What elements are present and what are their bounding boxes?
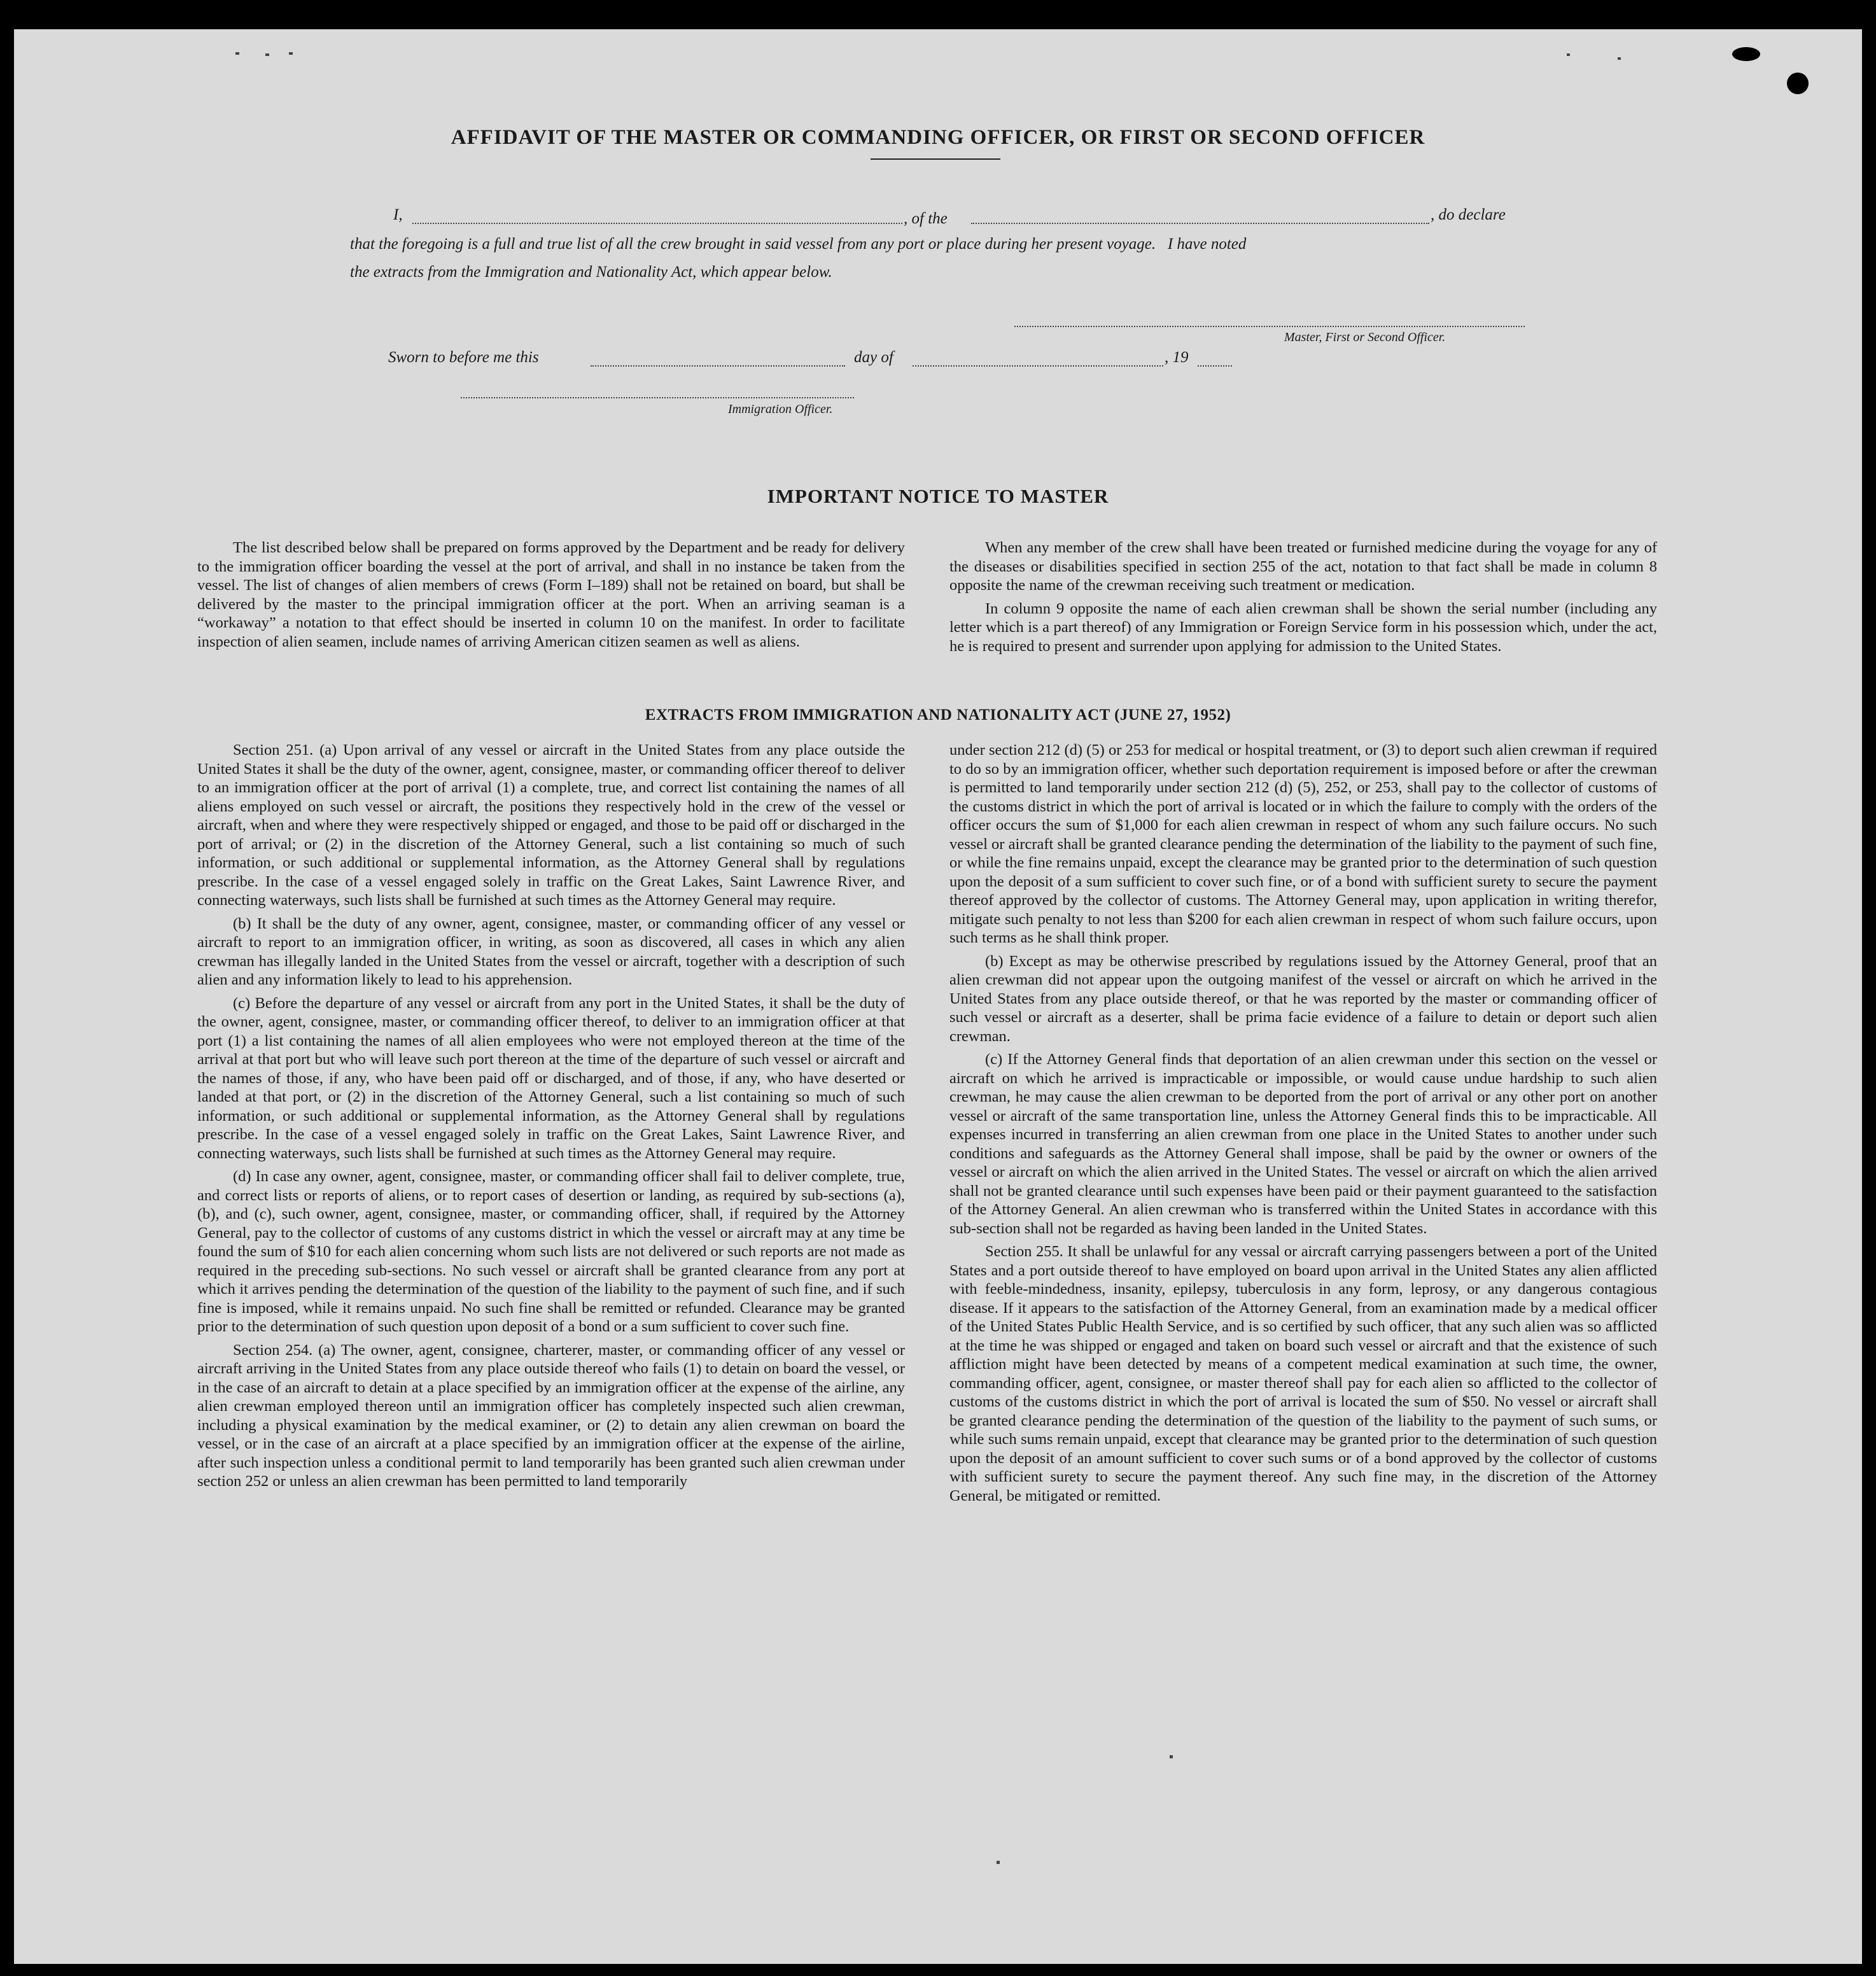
speck — [1170, 1755, 1173, 1758]
statute-paragraph: under section 212 (d) (5) or 253 for medical or hospital treatment, or (3) to deport such alien crewman if required to do so by an immigration officer, whether such deportation requirement is imposed before or after the crewman is permitted to land temporarily under section 212 (d) (5), 252, or 253, shall pay to the collector of customs of the customs district in which the port of arrival is located or in which the failure to comply with the orders of the officer occurs the sum of $1,000 for each alien crewman in respect of whom any such failure occurs. No such vessel or aircraft shall be granted clearance pending the determination of the liability to the payment of such fine, or while the fine remains unpaid, except the clearance may be granted prior to the determination of such question upon the deposit of a sum sufficient to cover such fine, or of a bond with sufficient surety to secure the payment thereof approved by the collector of customs. The Attorney General may, upon application in writing therefor, mitigate such penalty to not less than $200 for each alien crewman in respect of whom such failure occurs, upon such terms as he shall think proper. — [949, 741, 1657, 946]
declaration-line: the extracts from the Immigration and Nationality Act, which appear below. — [350, 263, 832, 281]
notice-right-column — [949, 538, 1657, 660]
declarant-label: I, — [393, 206, 403, 223]
sworn-label: Sworn to before me this — [388, 349, 539, 366]
statute-paragraph: (d) In case any owner, agent, consignee, master, or commanding officer shall fail to deliver complete, true, and correct lists or reports of aliens, or to report cases of desertion or landing, as required by sub-sections (a), (b), and (c), such owner, agent, consignee, master, or commanding officer, shall, if required by the Attorney General, pay to the collector of customs of any customs district in which the vessel or aircraft may at any time be found the sum of $10 for each alien concerning whom such lists are not delivered or such reports are not made as required in the preceding sub-sections. No such vessel or aircraft shall be granted clearance from any port at which it arrives pending the determination of the question of the liability to the payment of such fine, and if such fine is imposed, while it remains unpaid. No such fine shall be remitted or refunded. Clearance may be granted prior to the determination of such question upon deposit of a bond or a sum sufficient to cover such fine. — [197, 1168, 905, 1335]
statute-paragraph: Section 251. (a) Upon arrival of any vessel or aircraft in the United States from any place outside the United States it shall be the duty of the owner, agent, consignee, master, or commanding officer thereof to deliver to an immigration officer at the port of arrival (1) a complete, true, and correct list containing the names of all aliens employed on such vessel or aircraft, the positions they respectively hold in the crew of the vessel or aircraft, when and where they were respectively shipped or engaged, and those to be paid off or discharged in the port of arrival; or (2) in the discretion of the Attorney General, such a list containing so much of such information, or such additional or supplemental information, as the Attorney General shall by regulations prescribe. In the case of a vessel engaged solely in traffic on the Great Lakes, Saint Lawrence River, and connecting waterways, such lists shall be furnished at such times as the Attorney General may require. — [197, 741, 905, 909]
declaration-line: that the foregoing is a full and true list of all the crew brought in said vessel from any port or place during her present voyage. I have noted — [350, 235, 1247, 253]
master-signature-field[interactable] — [1014, 326, 1525, 327]
extracts-right-column — [949, 741, 1657, 1510]
affidavit-title: AFFIDAVIT OF THE MASTER OR COMMANDING OFFICER, OR FIRST OR SECOND OFFICER — [451, 126, 1425, 149]
speck — [235, 52, 239, 55]
vessel-name-field[interactable] — [971, 223, 1429, 224]
sworn-month-field[interactable] — [913, 365, 1163, 367]
statute-paragraph: Section 254. (a) The owner, agent, consignee, charterer, master, or commanding officer of any vessel or aircraft arriving in the United States from any place outside thereof who fails (1) to detain on board the vessel, or in the case of an aircraft to detain at a place specified by an immigration officer at the expense of the airline, any alien crewman employed thereon until an immigration officer has completely inspected such alien crewman, including a physical examination by the medical examiner, or (2) to detain any alien crewman on board the vessel, or in the case of an aircraft at a place specified by an immigration officer at the expense of the airline, after such inspection unless a conditional permit to land temporarily has been granted such alien crewman under section 252 or unless an alien crewman has been permitted to land temporarily — [197, 1341, 905, 1490]
notice-paragraph: In column 9 opposite the name of each alien crewman shall be shown the serial number (including any letter which is a part thereof) of any Immigration or Foreign Service form in his possession which, under the act, he is required to present and surrender upon applying for admission to the United States. — [949, 599, 1657, 655]
speck — [1618, 57, 1621, 60]
sworn-day-field[interactable] — [591, 365, 845, 367]
punch-hole — [1787, 73, 1809, 94]
document-page — [14, 29, 1862, 1964]
extracts-title: EXTRACTS FROM IMMIGRATION AND NATIONALITY ACT (JUNE 27, 1952) — [645, 706, 1231, 724]
year-label: , 19 — [1165, 349, 1189, 366]
officer-signature-field[interactable] — [461, 397, 854, 398]
statute-paragraph: (c) If the Attorney General finds that deportation of an alien crewman under this section on the vessel or aircraft on which he arrived is impracticable or impossible, or would cause undue hardship to such alien crewman, he may cause the alien crewman to be deported from the port of arrival or any other port on another vessel or aircraft of the same transportation line, unless the Attorney General finds this to be impracticable. All expenses incurred in transferring an alien crewman from one place in the United States to another under such conditions and safeguards as the Attorney General shall impose, shall be paid by the owner or owners of the vessel or aircraft on which the alien arrived in the United States. The vessel or aircraft on which the alien arrived shall not be granted clearance until such expenses have been paid or their payment guaranteed to the satisfaction of the Attorney General. An alien crewman who is transferred within the United States in accordance with this sub-section shall not be regarded as having been landed in the United States. — [949, 1051, 1657, 1237]
sworn-year-field[interactable] — [1198, 365, 1232, 367]
declarant-name-field[interactable] — [412, 223, 902, 224]
vessel-label: , of the — [904, 210, 948, 227]
notice-paragraph: The list described below shall be prepared on forms approved by the Department and be ready for delivery to the immigration officer boarding the vessel at the port of arrival, and shall in no instance be taken from the vessel. The list of changes of alien members of crews (Form I–189) shall not be retained on board, but shall be delivered by the master to the principal immigration officer at the port. When an arriving seaman is a “workaway” a notation to that effect should be inserted in column 10 on the manifest. In order to facilitate inspection of alien seamen, include names of arriving American citizen seamen as well as aliens. — [197, 539, 905, 650]
notice-title: IMPORTANT NOTICE TO MASTER — [767, 485, 1109, 507]
officer-signature-caption: Immigration Officer. — [728, 402, 833, 416]
statute-paragraph: Section 255. It shall be unlawful for any vessal or aircraft carrying passengers between a port of the United States and a port outside thereof to have employed on board upon arrival in the United States any alien afflicted with feeble-mindedness, insanity, epilepsy, tuberculosis in any form, leprosy, or any dangerous contagious disease. If it appears to the satisfaction of the Attorney General, from an examination made by a medical officer of the United States Public Health Service, and is so certified by such officer, that any such alien was so afflicted at the time he was shipped or engaged and taken on board such vessel or aircraft and that the existence of such affliction might have been detected by means of a competent medical examination at such time, the owner, commanding officer, agent, consignee, or master thereof shall pay for each alien so afflicted to the collector of customs of the customs district in which the port of arrival is located the sum of $50. No vessel or aircraft shall be granted clearance pending the determination of the question of the liability to the payment of such sums, or while such sums remain unpaid, except that clearance may be granted prior to the determination of such question upon the deposit of an amount sufficient to cover such sums or of a bond approved by the collector of customs with sufficient surety to secure the payment thereof. Any such fine may, in the discretion of the Attorney General, be mitigated or remitted. — [949, 1243, 1657, 1504]
master-signature-caption: Master, First or Second Officer. — [1284, 330, 1446, 344]
statute-paragraph: (c) Before the departure of any vessel or aircraft from any port in the United States, it shall be the duty of the owner, agent, consignee, master, or commanding officer thereof, to deliver to an immigration officer at that port (1) a list containing the names of all alien employees who were not employed thereon at the time of the arrival at that port but who will leave such port thereon at the time of the departure of such vessel or aircraft and the names of those, if any, who have been paid off or discharged, and of those, if any, who have deserted or landed at that port, or (2) in the discretion of the Attorney General, such a list containing so much of such information, or such additional or supplemental information, as the Attorney General shall by regulations prescribe. In the case of a vessel engaged solely in traffic on the Great Lakes, Saint Lawrence River, and connecting waterways, such lists shall be furnished at such times as the Attorney General may require. — [197, 994, 905, 1162]
speck — [997, 1861, 1000, 1864]
speck — [1567, 53, 1570, 56]
statute-paragraph: (b) It shall be the duty of any owner, agent, consignee, master, or commanding officer of any vessel or aircraft to report to an immigration officer, in writing, as soon as discovered, all cases in which any alien crewman has illegally landed in the United States from the vessel or aircraft, together with a description of such alien and any information likely to lead to his apprehension. — [197, 914, 905, 988]
title-rule — [871, 158, 1000, 160]
statute-paragraph: (b) Except as may be otherwise prescribed by regulations issued by the Attorney General, proof that an alien crewman did not appear upon the outgoing manifest of the vessel or aircraft on which he arrived in the United States from any place outside thereof, or that he was reported by the master or commanding officer of such vessel or aircraft as a deserter, shall be prima facie evidence of a failure to detain or deport such alien crewman. — [949, 952, 1657, 1045]
extracts-left-column — [197, 741, 905, 1496]
day-of-label: day of — [854, 349, 893, 366]
notice-left-column — [197, 538, 905, 655]
ink-blot — [1732, 47, 1760, 61]
speck — [289, 52, 293, 55]
declare-label: , do declare — [1431, 206, 1506, 223]
notice-paragraph: When any member of the crew shall have been treated or furnished medicine during the voyage for any of the diseases or disabilities specified in section 255 of the act, notation to that fact shall be made in column 8 opposite the name of the crewman receiving such treatment or medication. — [949, 539, 1657, 594]
speck — [265, 53, 269, 56]
